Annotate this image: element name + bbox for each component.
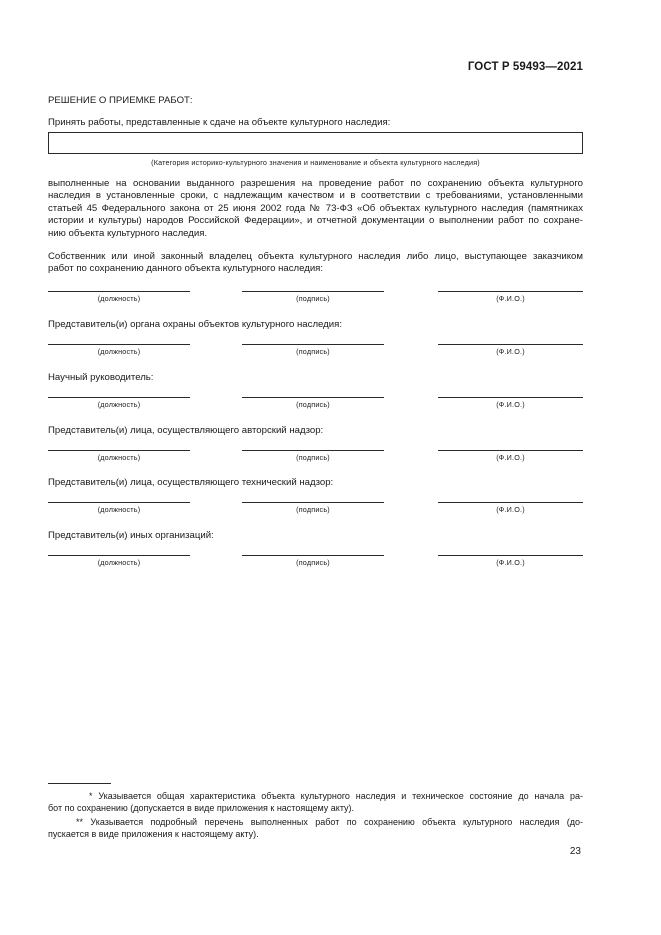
paragraph-line: выполненные на основании выданного разрешения на проведение работ по сохранению объекта культурного — [48, 178, 583, 189]
signatory-author-supervision-label: Представитель(и) лица, осуществляющего авторский надзор: — [48, 425, 324, 436]
paragraph-line: статьей 45 Федерального закона от 25 июня 2002 года № 73-ФЗ «Об объектах культурного наследия (памятниках — [48, 202, 583, 214]
position-field[interactable] — [48, 502, 190, 514]
position-caption: (должность) — [97, 294, 141, 303]
position-field[interactable] — [48, 450, 190, 462]
footnote-2 — [48, 816, 583, 840]
label-line: Собственник или иной законный владелец объекта культурного наследия либо лицо, выступающее заказчиком — [48, 251, 583, 262]
footnote-line: пускается в виде приложения к настоящему акту). — [48, 829, 259, 840]
position-caption: (должность) — [97, 347, 141, 356]
signature-caption: (подпись) — [296, 558, 330, 567]
signatory-protection-authority-label: Представитель(и) органа охраны объектов культурного наследия: — [48, 319, 342, 330]
position-field[interactable] — [48, 291, 190, 303]
footnote-divider — [48, 783, 111, 784]
full-name-field[interactable] — [438, 502, 583, 514]
full-name-field[interactable] — [438, 555, 583, 567]
position-caption: (должность) — [97, 558, 141, 567]
full-name-field[interactable] — [438, 344, 583, 356]
signature-field[interactable] — [242, 555, 384, 567]
page-number: 23 — [569, 846, 581, 857]
signatory-other-organizations-label: Представитель(и) иных организаций: — [48, 530, 214, 541]
label-line: работ по сохранению данного объекта культурного наследия: — [48, 263, 324, 275]
signatory-technical-supervision-label: Представитель(и) лица, осуществляющего технический надзор: — [48, 477, 334, 488]
paragraph-line: нию объекта культурного наследия. — [48, 227, 208, 239]
paragraph-line: наследия в установленные сроки, с надлежащим качеством и в соответствии с требованиями, установленными — [48, 190, 583, 202]
full-name-field[interactable] — [438, 450, 583, 462]
signature-row-author-supervision — [48, 450, 583, 470]
heritage-object-caption: (Категория историко-культурного значения и наименование и объекта культурного наследия) — [151, 158, 480, 167]
position-caption: (должность) — [97, 505, 141, 514]
decision-title: РЕШЕНИЕ О ПРИЕМКЕ РАБОТ: — [48, 95, 193, 106]
signature-row-technical-supervision — [48, 502, 583, 522]
footnote-1 — [48, 790, 583, 814]
signature-field[interactable] — [242, 291, 384, 303]
heritage-object-field[interactable] — [48, 132, 583, 154]
position-field[interactable] — [48, 344, 190, 356]
accept-text: Принять работы, представленные к сдаче на объекте культурного наследия: — [48, 117, 391, 128]
full-name-caption: (Ф.И.О.) — [496, 505, 525, 514]
footnote-line: бот по сохранению (допускается в виде приложения к настоящему акту). — [48, 803, 355, 814]
signature-caption: (подпись) — [296, 400, 330, 409]
full-name-caption: (Ф.И.О.) — [496, 558, 525, 567]
signatory-scientific-supervisor-label: Научный руководитель: — [48, 372, 154, 383]
signature-row-owner — [48, 291, 583, 311]
signature-row-other-organizations — [48, 555, 583, 575]
paragraph-line: истории и культуры) народов Российской Федерации», и отчетной документации о выполнении работ по сохране- — [48, 215, 583, 227]
signature-field[interactable] — [242, 397, 384, 409]
position-caption: (должность) — [97, 400, 141, 409]
full-name-caption: (Ф.И.О.) — [496, 294, 525, 303]
signature-caption: (подпись) — [296, 294, 330, 303]
position-field[interactable] — [48, 555, 190, 567]
position-caption: (должность) — [97, 453, 141, 462]
signature-field[interactable] — [242, 502, 384, 514]
signature-field[interactable] — [242, 450, 384, 462]
full-name-field[interactable] — [438, 291, 583, 303]
signature-caption: (подпись) — [296, 505, 330, 514]
signatory-owner-label — [48, 251, 583, 276]
full-name-caption: (Ф.И.О.) — [496, 453, 525, 462]
standard-number: ГОСТ Р 59493—2021 — [467, 61, 583, 73]
full-name-field[interactable] — [438, 397, 583, 409]
decision-paragraph — [48, 178, 583, 240]
signature-field[interactable] — [242, 344, 384, 356]
footnote-line: * Указывается общая характеристика объекта культурного наследия и техническое состояние до начала ра- — [89, 791, 583, 801]
full-name-caption: (Ф.И.О.) — [496, 400, 525, 409]
signature-row-scientific-supervisor — [48, 397, 583, 417]
full-name-caption: (Ф.И.О.) — [496, 347, 525, 356]
footnote-line: ** Указывается подробный перечень выполненных работ по сохранению объекта культурного наследия (до- — [76, 817, 583, 827]
position-field[interactable] — [48, 397, 190, 409]
signature-row-protection-authority — [48, 344, 583, 364]
signature-caption: (подпись) — [296, 453, 330, 462]
signature-caption: (подпись) — [296, 347, 330, 356]
